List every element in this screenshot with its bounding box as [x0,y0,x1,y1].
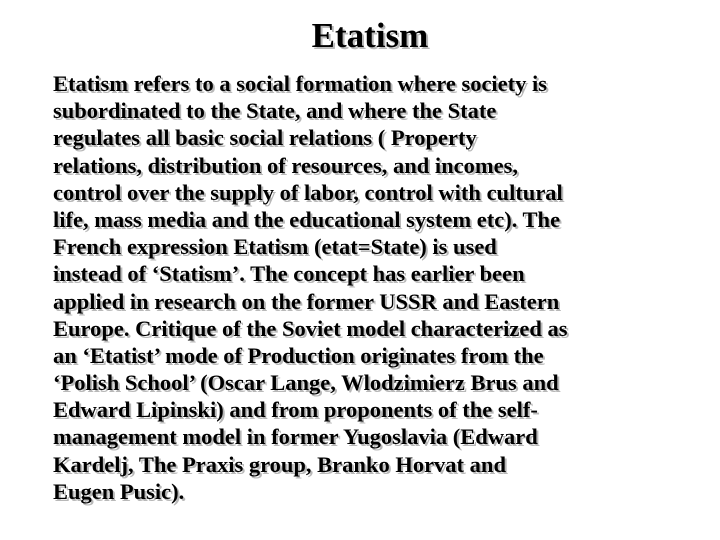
body-line: Eugen Pusic). [53,478,185,504]
body-line: applied in research on the former USSR and Eastern [53,288,560,314]
body-line: control over the supply of labor, control with cultural [53,179,563,205]
body-line: ‘Polish School’ (Oscar Lange, Wlodzimierz Brus and [53,370,559,396]
body-line: Edward Lipinski) and from proponents of the self- [53,397,538,423]
body-line: Kardelj, The Praxis group, Branko Horvat and [53,451,506,477]
slide-title: Etatism [311,16,429,55]
body-line: instead of ‘Statism’. The concept has earlier been [53,261,525,287]
body-line: relations, distribution of resources, and incomes, [53,152,519,178]
body-line: management model in former Yugoslavia (Edward [53,424,538,450]
slide-body [53,70,663,505]
body-line: subordinated to the State, and where the State [53,98,497,124]
body-line: regulates all basic social relations ( Property [53,125,477,151]
body-line: Etatism refers to a social formation where society is [53,71,548,96]
body-line: French expression Etatism (etat=State) is used [53,234,497,260]
body-line: Europe. Critique of the Soviet model characterized as [53,315,568,341]
body-line: an ‘Etatist’ mode of Production originates from the [53,342,544,368]
body-line: life, mass media and the educational system etc). The [53,206,561,232]
